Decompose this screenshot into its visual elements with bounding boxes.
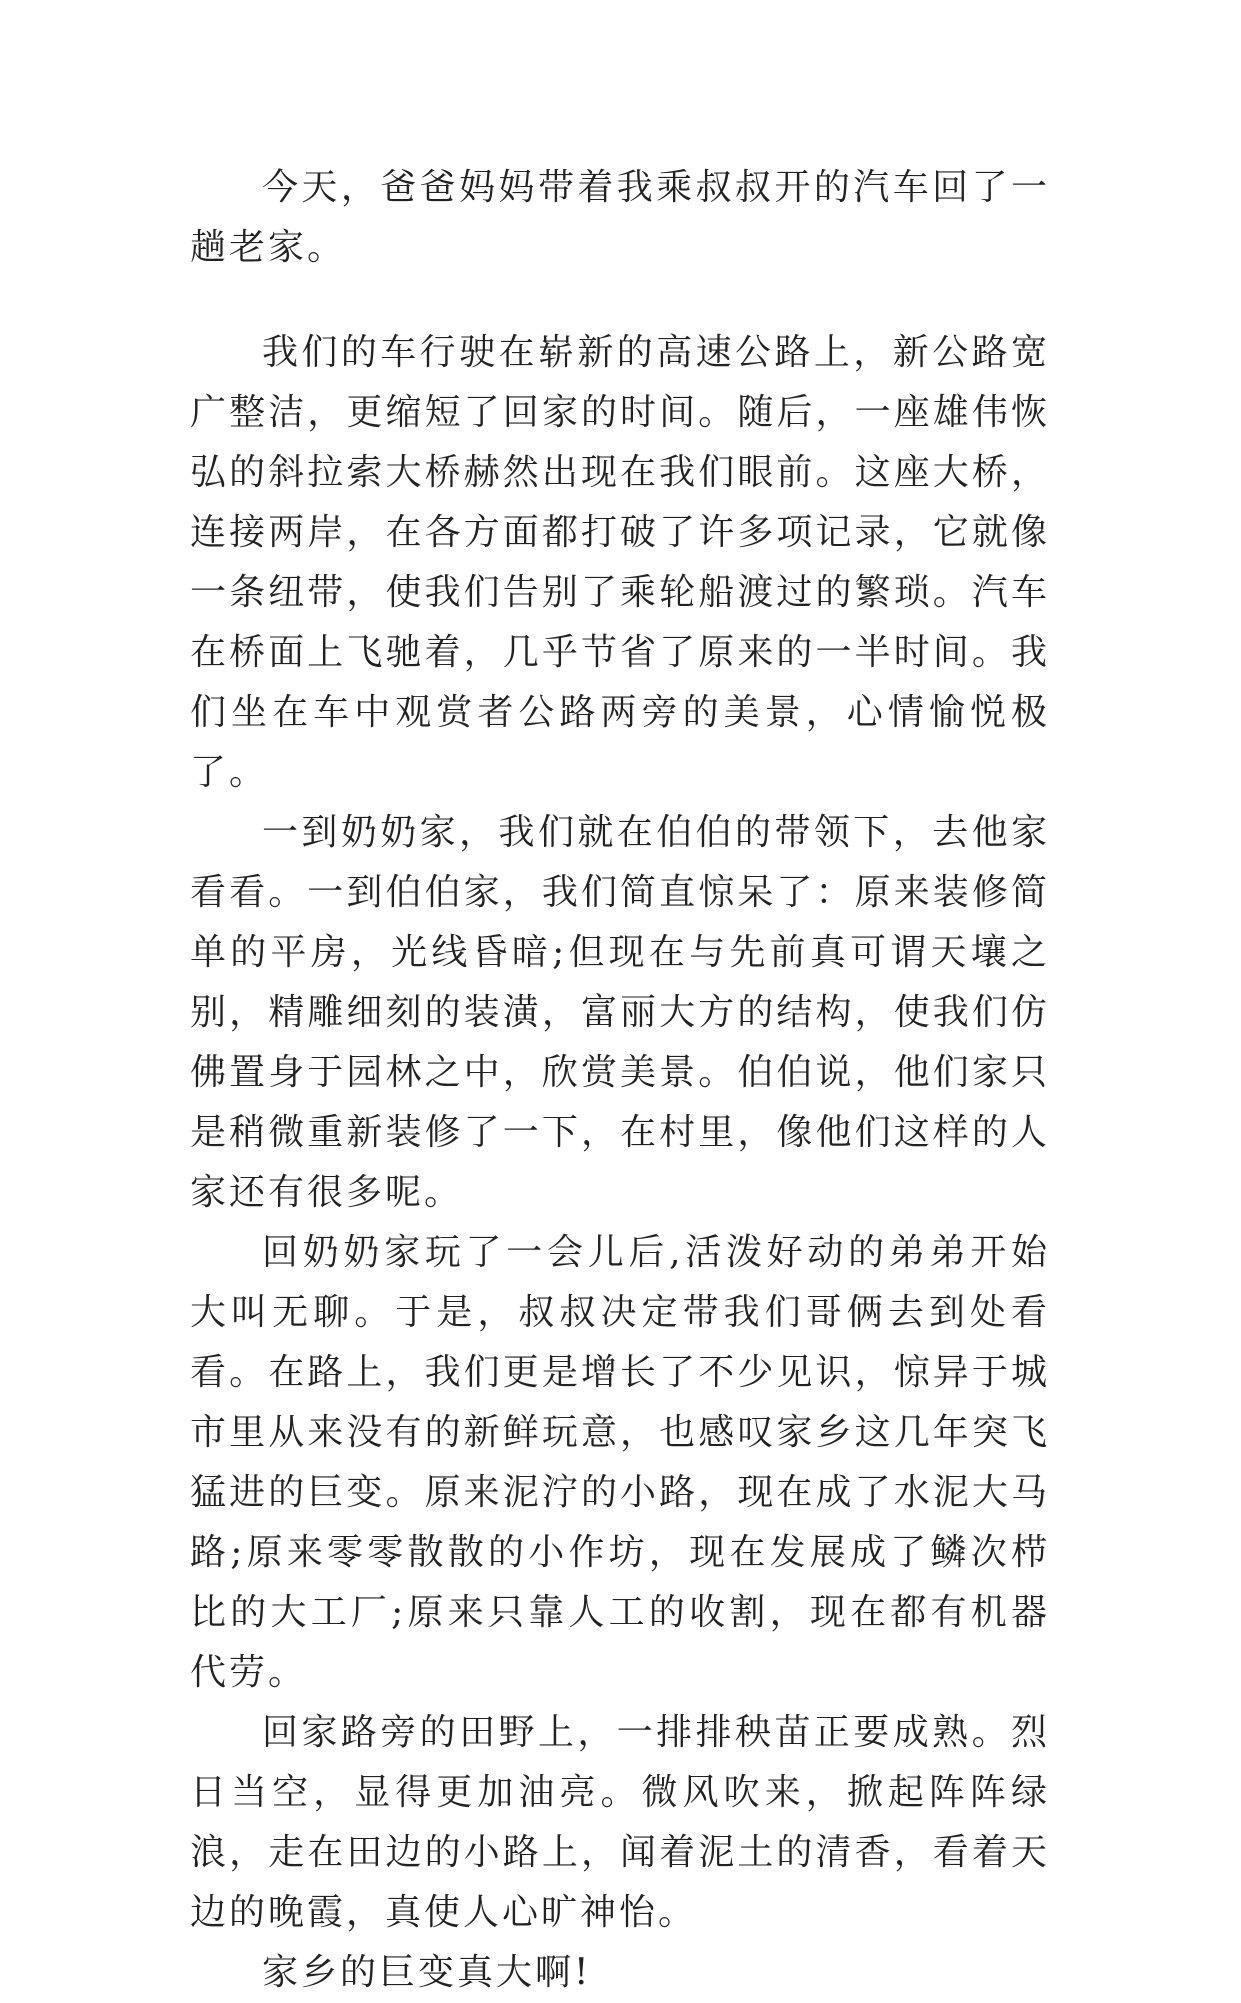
paragraph-intro: 今天，爸爸妈妈带着我乘叔叔开的汽车回了一趟老家。	[190, 167, 1050, 268]
article-body	[190, 158, 1050, 2003]
paragraph-village-changes: 回奶奶家玩了一会儿后,活泼好动的弟弟开始大叫无聊。于是，叔叔决定带我们哥俩去到处看看。在路上，我们更是增长了不少见识，惊异于城市里从来没有的新鲜玩意，也感叹家乡这几年突飞猛进的巨变。原来泥泞的小路，现在成了水泥大马路;原来零零散散的小作坊，现在发展成了鳞次栉比的大工厂;原来只靠人工的收割，现在都有机器代劳。	[190, 1232, 1050, 1693]
paragraph-fields: 回家路旁的田野上，一排排秧苗正要成熟。烈日当空，显得更加油亮。微风吹来，掀起阵阵绿浪，走在田边的小路上，闻着泥土的清香，看着天边的晚霞，真使人心旷神怡。	[190, 1712, 1050, 1933]
paragraph-highway-bridge: 我们的车行驶在崭新的高速公路上，新公路宽广整洁，更缩短了回家的时间。随后，一座雄伟恢弘的斜拉索大桥赫然出现在我们眼前。这座大桥，连接两岸，在各方面都打破了许多项记录，它就像一条纽带，使我们告别了乘轮船渡过的繁琐。汽车在桥面上飞驰着，几乎节省了原来的一半时间。我们坐在车中观赏者公路两旁的美景，心情愉悦极了。	[190, 332, 1050, 793]
paragraph-conclusion: 家乡的巨变真大啊!	[262, 1952, 592, 1993]
paragraph-uncle-house: 一到奶奶家，我们就在伯伯的带领下，去他家看看。一到伯伯家，我们简直惊呆了：原来装修简单的平房，光线昏暗;但现在与先前真可谓天壤之别，精雕细刻的装潢，富丽大方的结构，使我们仿佛置身于园林之中，欣赏美景。伯伯说，他们家只是稍微重新装修了一下，在村里，像他们这样的人家还有很多呢。	[190, 812, 1050, 1213]
